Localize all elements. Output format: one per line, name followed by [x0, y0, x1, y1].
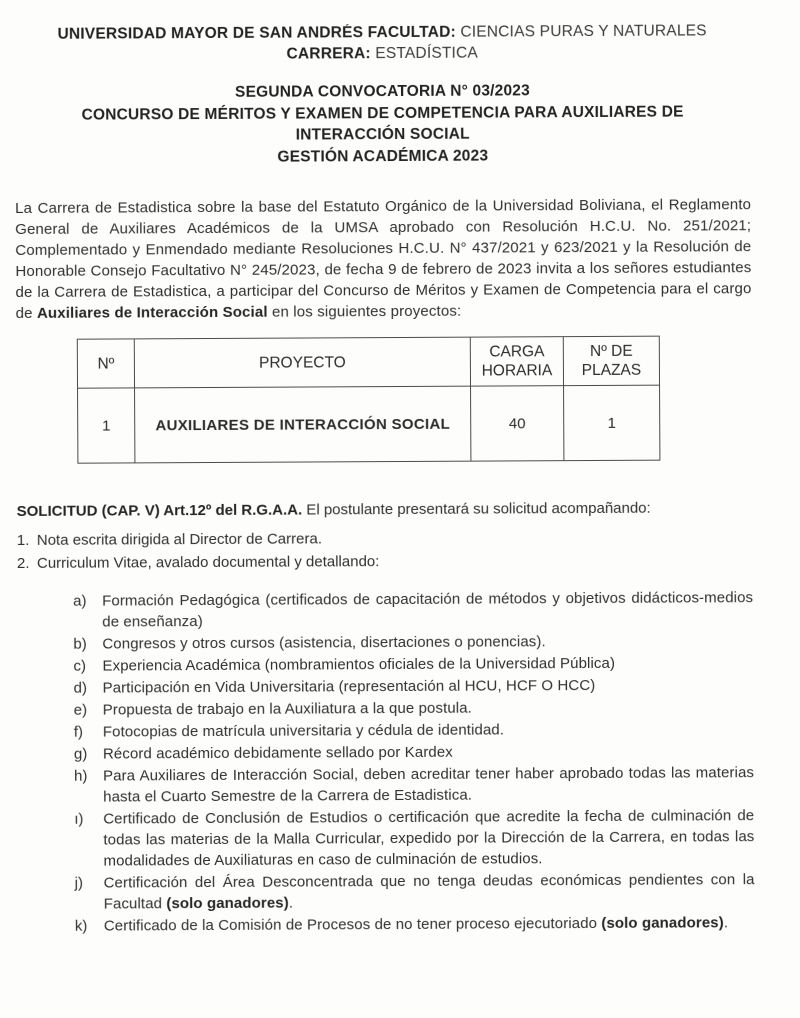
lettered-item-j-bold: (solo ganadores)	[166, 894, 289, 913]
lettered-item-g-pre: Récord académico debidamente sellado por Kardex	[102, 743, 453, 763]
lettered-item-h	[74, 762, 754, 808]
lettered-item-f-marker: f)	[73, 723, 84, 741]
header-cell-project: PROYECTO	[134, 337, 470, 388]
university-header	[14, 20, 750, 66]
solicitud-heading-regular: El postulante presentará su solicitud acompañando:	[302, 499, 651, 519]
lettered-item-g	[74, 740, 754, 765]
convocatoria-title	[14, 79, 750, 169]
convocatoria-title-line1: SEGUNDA CONVOCATORIA N° 03/2023	[234, 82, 530, 101]
lettered-item-d-text	[103, 674, 754, 698]
numbered-item-2-text: Curriculum Vitae, avalado documental y detallando:	[36, 553, 380, 572]
cell-workload: 40	[471, 386, 564, 461]
lettered-item-a-marker: a)	[73, 592, 87, 610]
lettered-item-d-marker: d)	[73, 679, 87, 697]
lettered-item-e-text	[103, 696, 754, 720]
lettered-item-j-marker: j)	[74, 874, 83, 892]
lettered-item-a	[73, 587, 753, 633]
lettered-item-a-pre: Formación Pedagógica (certificados de capacitación de métodos y objetivos didácticos-medios de enseñanza)	[102, 589, 754, 631]
lettered-item-g-marker: g)	[73, 745, 88, 763]
lettered-item-e-pre: Propuesta de trabajo en la Auxiliatura a la que postula.	[102, 699, 472, 719]
lettered-item-k-text	[104, 912, 755, 936]
lettered-item-f	[74, 718, 754, 743]
cell-number: 1	[78, 388, 135, 463]
convocatoria-title-line4: GESTIÓN ACADÉMICA 2023	[277, 147, 489, 166]
university-faculty-line	[14, 20, 750, 45]
lettered-item-c	[73, 652, 753, 677]
table-row	[78, 385, 660, 463]
table-header-row	[77, 336, 659, 388]
numbered-item-1-marker: 1.	[16, 531, 30, 550]
header-cell-workload: CARGA HORARIA	[470, 337, 563, 386]
lettered-item-i	[74, 805, 754, 872]
lettered-item-k	[75, 912, 755, 937]
header-cell-number: Nº	[77, 339, 134, 388]
convocatoria-title-line2: CONCURSO DE MÉRITOS Y EXAMEN DE COMPETENCIA PARA AUXILIARES DE	[81, 103, 684, 124]
lettered-item-e-marker: e)	[73, 701, 88, 719]
lettered-item-b-text	[102, 630, 753, 654]
lettered-item-b	[73, 630, 753, 655]
career-label: CARRERA:	[286, 45, 371, 63]
lettered-item-h-pre: Para Auxiliares de Interacción Social, deben acreditar tener haber aprobado todas las materias hasta el Cuarto Semestre de la Carrera de Estadistica.	[103, 764, 755, 806]
lettered-item-d-pre: Participación en Vida Universitaria (representación al HCU, HCF O HCC)	[102, 676, 596, 697]
lettered-item-k-pre: Certificado de la Comisión de Procesos de no tener proceso ejecutoriado	[103, 914, 602, 935]
university-faculty-label: UNIVERSIDAD MAYOR DE SAN ANDRÉS FACULTAD:	[57, 23, 456, 43]
lettered-item-a-text	[102, 587, 753, 632]
lettered-item-k-post: .	[723, 914, 729, 932]
intro-text-pre: La Carrera de Estadistica sobre la base del Estatuto Orgánico de la Universidad Boliviana, el Reglamento General de Auxiliares Académicos de la UMSA aprobado con Resolución H.C.U. No. 251/2021; Complementado y Enmendado mediante Resoluciones H.C.U. N° 437/2021 y 623/2021 y la Resolución de Honorable Consejo Facultativo N° 245/2023, de fecha 9 de febrero de 2023 invita a los señores estudiantes de la Carrera de Estadistica, a participar del Concurso de Méritos y Examen de Competencia para el cargo de	[15, 196, 752, 323]
lettered-item-b-marker: b)	[73, 635, 87, 653]
lettered-item-c-text	[102, 652, 753, 676]
solicitud-heading-bold: SOLICITUD (CAP. V) Art.12º del R.G.A.A.	[16, 501, 303, 521]
cell-project: AUXILIARES DE INTERACCIÓN SOCIAL	[135, 386, 471, 463]
numbered-item-2-marker: 2.	[16, 554, 30, 573]
lettered-item-k-marker: k)	[74, 917, 88, 935]
intro-paragraph	[15, 194, 752, 324]
lettered-item-j-text	[104, 869, 755, 914]
lettered-item-i-text	[103, 805, 754, 871]
numbered-list	[17, 525, 753, 575]
projects-table	[77, 336, 661, 464]
lettered-item-c-marker: c)	[73, 657, 87, 675]
lettered-item-i-marker: ı)	[74, 810, 84, 828]
lettered-item-f-text	[103, 718, 754, 742]
intro-text-post: en los siguientes proyectos:	[267, 302, 462, 321]
career-line	[14, 41, 750, 66]
numbered-item-2	[17, 548, 753, 575]
convocatoria-title-line3: INTERACCIÓN SOCIAL	[295, 125, 470, 144]
lettered-item-j-pre: Certificación del Área Desconcentrada que no tenga deudas económicas pendientes con la Facultad	[103, 871, 755, 913]
lettered-item-k-bold: (solo ganadores)	[601, 914, 724, 932]
cell-positions: 1	[564, 385, 660, 461]
career-value: ESTADÍSTICA	[370, 44, 479, 63]
lettered-item-b-pre: Congresos y otros cursos (asistencia, disertaciones o ponencias).	[102, 633, 546, 653]
solicitud-heading	[17, 497, 753, 522]
lettered-item-d	[74, 674, 754, 699]
lettered-item-e	[74, 696, 754, 721]
intro-text-bold: Auxiliares de Interacción Social	[36, 303, 268, 322]
lettered-item-j-post: .	[288, 894, 294, 912]
lettered-item-j	[75, 869, 755, 915]
lettered-item-c-pre: Experiencia Académica (nombramientos oficiales de la Universidad Pública)	[102, 654, 616, 675]
faculty-value: CIENCIAS PURAS Y NATURALES	[455, 22, 707, 41]
lettered-item-h-text	[103, 762, 754, 807]
lettered-item-g-text	[103, 740, 754, 764]
numbered-item-1-text: Nota escrita dirigida al Director de Carrera.	[36, 530, 322, 549]
header-cell-positions: Nº DE PLAZAS	[563, 336, 659, 386]
lettered-list	[73, 587, 755, 937]
lettered-item-f-pre: Fotocopias de matrícula universitaria y cédula de identidad.	[102, 721, 505, 741]
lettered-item-i-pre: Certificado de Conclusión de Estudios o certificación que acredite la fecha de culminación de todas las materias de la Malla Curricular, expedido por la Dirección de la Carrera, en todas las modalidades de Auxiliaturas en caso de culminación de estudios.	[103, 807, 755, 870]
lettered-item-h-marker: h)	[74, 767, 88, 785]
